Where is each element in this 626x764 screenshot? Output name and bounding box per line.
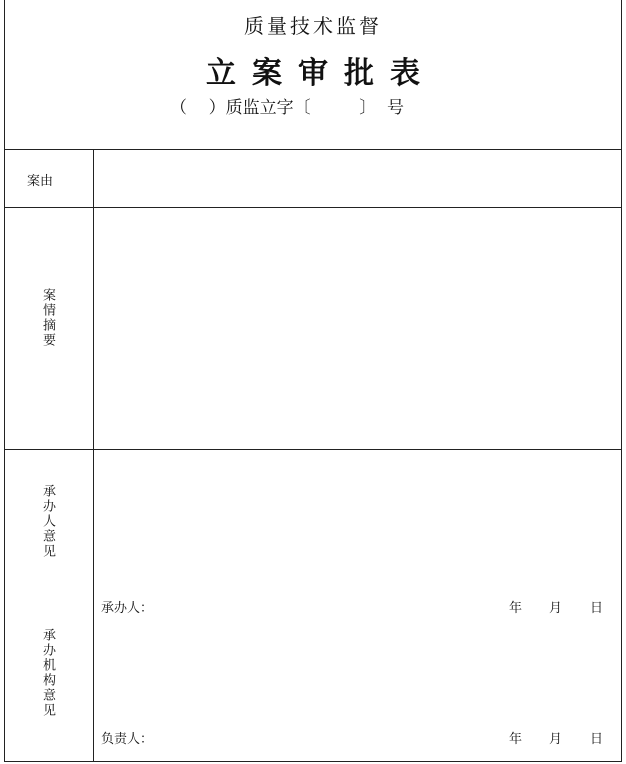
divider-case-reason (4, 207, 622, 208)
responsible-signature-label: 负责人： (101, 732, 154, 747)
handler-date-year: 年 (509, 601, 523, 616)
handler-signature-label: 承办人： (101, 601, 154, 616)
org-title: 质量技术监督 (244, 14, 382, 38)
org-opinion-field[interactable] (95, 620, 620, 720)
form-title: 立案审批表 (206, 56, 436, 91)
case-summary-field[interactable] (95, 209, 620, 448)
label-column-divider (93, 149, 94, 762)
handler-opinion-field[interactable] (95, 451, 620, 591)
handler-date-month: 月 (549, 601, 563, 616)
case-summary-label: 案情摘要 (40, 288, 55, 348)
case-reason-field[interactable] (95, 151, 620, 206)
case-reason-label: 案由 (27, 174, 54, 189)
handler-date-day: 日 (590, 601, 604, 616)
org-date-year: 年 (509, 732, 523, 747)
org-opinion-label: 承办机构意见 (40, 628, 55, 718)
org-date-month: 月 (549, 732, 563, 747)
divider-header (4, 149, 622, 150)
org-date-day: 日 (590, 732, 604, 747)
case-number-line: （ ）质监立字〔 〕 号 (170, 98, 405, 118)
divider-summary (4, 449, 622, 450)
handler-opinion-label: 承办人意见 (40, 484, 55, 559)
